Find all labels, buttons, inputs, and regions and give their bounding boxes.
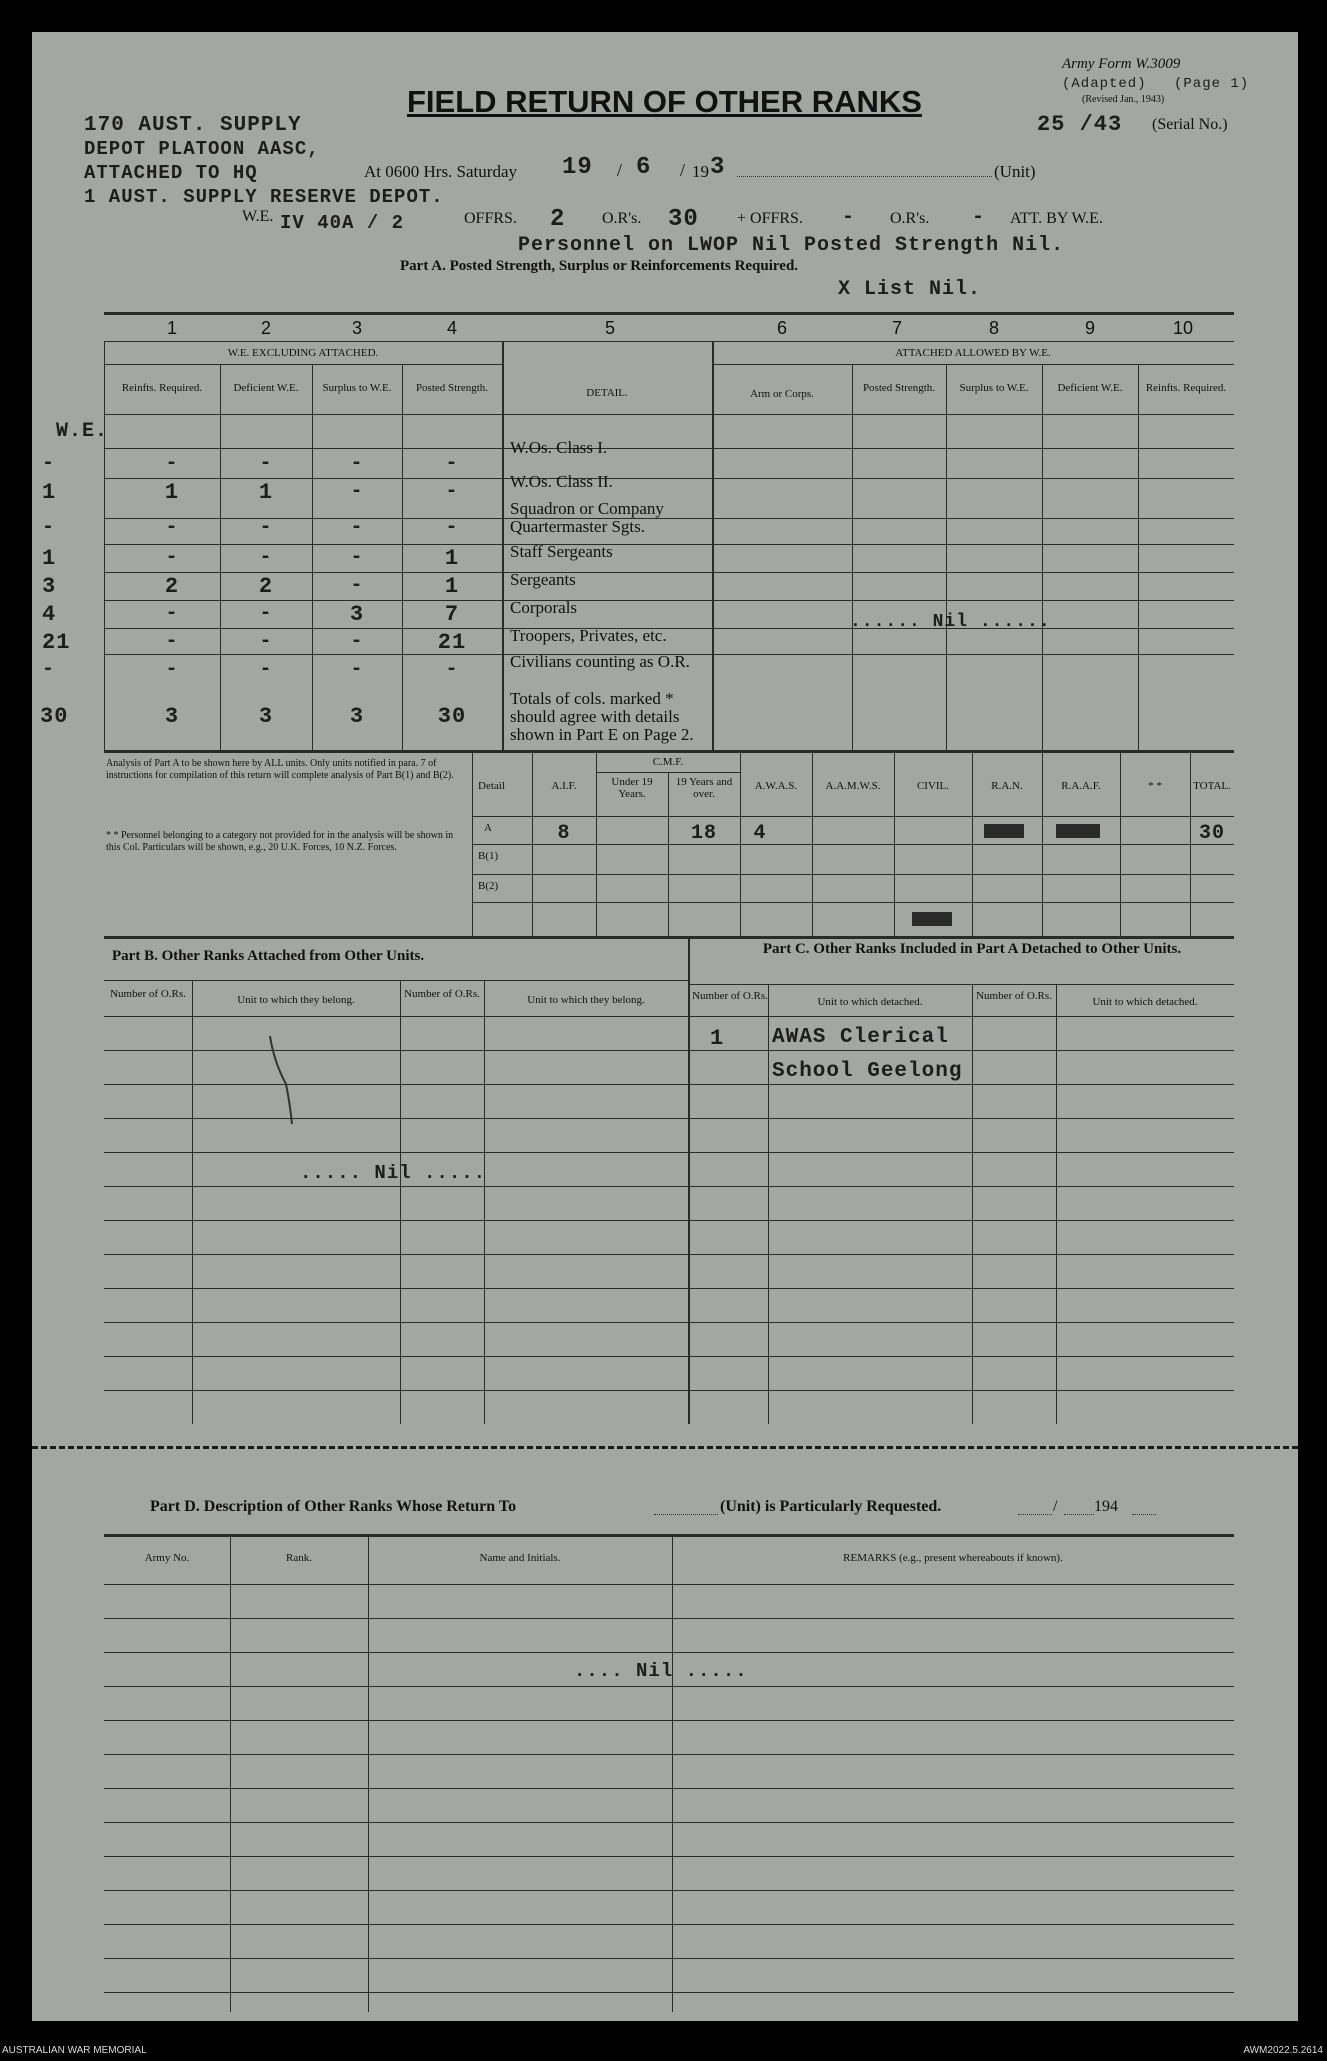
- col3-value: -: [350, 516, 364, 539]
- we-value-row: 3: [42, 574, 57, 599]
- part-d-title: Part D. Description of Other Ranks Whose Return To: [150, 1498, 517, 1515]
- att-by-we-label: ATT. BY W.E.: [1010, 210, 1103, 227]
- analysis-awas: A.W.A.S.: [754, 780, 798, 792]
- form-page: (Page 1): [1174, 76, 1250, 92]
- serial-number: 25 /43: [1037, 112, 1123, 137]
- part-d-year-dots: [1132, 1514, 1156, 1515]
- detail-wo-class-1: W.Os. Class I.: [510, 438, 608, 457]
- we-value-row: 21: [42, 630, 71, 655]
- analysis-ran: R.A.N.: [991, 780, 1023, 792]
- we-value-row: -: [42, 516, 56, 539]
- analysis-row-b1: B(1): [478, 850, 499, 862]
- analysis-note-1: Analysis of Part A to be shown here by ALL units. Only units notified in para. 7 of instructions for compilation of this return will complete analysis of Part B(1) and B(2).: [106, 758, 454, 781]
- unit-label: (Unit): [994, 162, 1036, 181]
- part-d-header-name: Name and Initials.: [479, 1552, 561, 1564]
- left-group-header: W.E. EXCLUDING ATTACHED.: [227, 347, 379, 359]
- analysis-raaf: R.A.A.F.: [1061, 780, 1101, 792]
- total-col2: 3: [258, 704, 274, 729]
- col2-value: -: [259, 658, 273, 681]
- footer-left: AUSTRALIAN WAR MEMORIAL: [2, 2045, 147, 2056]
- analysis-a-over19: 18: [690, 822, 717, 845]
- col-number-10: 10: [1172, 318, 1194, 338]
- analysis-a-total: 30: [1198, 822, 1225, 845]
- col1-value: 2: [164, 574, 180, 599]
- we-value-row: -: [42, 452, 56, 475]
- header-deficient-we: Deficient W.E.: [233, 382, 299, 394]
- form-adapted: (Adapted): [1062, 76, 1147, 92]
- attached-nil: ...... Nil ......: [850, 612, 1051, 632]
- col3-value: -: [350, 546, 364, 569]
- personnel-note: Personnel on LWOP Nil Posted Strength Nil.: [518, 234, 1065, 257]
- col-number-1: 1: [166, 318, 177, 338]
- header-att-reinfts: Reinfts. Required.: [1145, 382, 1227, 394]
- col3-value: -: [350, 452, 364, 475]
- header-reinfts-required: Reinfts. Required.: [121, 382, 203, 394]
- plus-offrs-label: + OFFRS.: [737, 210, 803, 227]
- analysis-under-19: Under 19 Years.: [611, 776, 653, 800]
- col-number-9: 9: [1084, 318, 1095, 338]
- analysis-aif: A.I.F.: [551, 780, 577, 792]
- x-list-note: X List Nil.: [838, 278, 982, 301]
- right-group-header: ATTACHED ALLOWED BY W.E.: [895, 347, 1051, 359]
- col1-value: 1: [164, 480, 180, 505]
- detail-corporals: Corporals: [510, 598, 578, 617]
- unit-dotted-line: [737, 176, 992, 177]
- col1-value: -: [165, 630, 179, 653]
- unit-stamp-line3: ATTACHED TO HQ: [84, 162, 258, 184]
- analysis-aamws: A.A.M.W.S.: [825, 780, 881, 792]
- header-posted-strength: Posted Strength.: [415, 382, 489, 394]
- detail-wo-class-2: W.Os. Class II.: [510, 472, 613, 491]
- part-d-header-army-no: Army No.: [144, 1552, 190, 1564]
- analysis-total: TOTAL.: [1193, 780, 1231, 792]
- col1-value: -: [165, 602, 179, 625]
- part-b-header-unit-1: Unit to which they belong.: [237, 994, 355, 1006]
- analysis-row-b2: B(2): [478, 880, 499, 892]
- col3-value: -: [350, 658, 364, 681]
- header-att-surplus: Surplus to W.E.: [959, 382, 1029, 394]
- col4-value: 1: [444, 546, 460, 571]
- part-d-header-rank: Rank.: [286, 1552, 312, 1564]
- part-b-title: Part B. Other Ranks Attached from Other Units.: [112, 948, 425, 964]
- col2-value: -: [259, 602, 273, 625]
- date-month: 6: [636, 154, 652, 181]
- offrs-value: 2: [550, 206, 566, 233]
- detail-cqms: Squadron or Company Quartermaster Sgts.: [510, 499, 664, 536]
- total-col1: 3: [164, 704, 180, 729]
- col4-value: -: [445, 516, 459, 539]
- col1-value: -: [165, 452, 179, 475]
- unit-stamp-line1: 170 AUST. SUPPLY: [84, 114, 302, 137]
- header-att-posted-strength: Posted Strength.: [862, 382, 936, 394]
- col4-value: -: [445, 480, 459, 503]
- offrs-label: OFFRS.: [464, 210, 517, 227]
- we-value: IV 40A / 2: [280, 212, 405, 234]
- part-d-year: 194: [1094, 1498, 1118, 1515]
- we-margin-label: W.E.: [56, 420, 109, 443]
- part-c-entry-unit-line1: AWAS Clerical: [772, 1026, 949, 1049]
- analysis-row-a: A: [484, 822, 492, 834]
- analysis-cmf: C.M.F.: [652, 756, 684, 768]
- col2-value: -: [259, 516, 273, 539]
- col4-value: -: [445, 452, 459, 475]
- form-id: Army Form W.3009: [1062, 56, 1181, 72]
- total-col4: 30: [437, 704, 467, 729]
- footer-right: AWM2022.5.2614: [1243, 2045, 1323, 2056]
- col2-value: 1: [258, 480, 274, 505]
- ors-label: O.R's.: [602, 210, 642, 227]
- we-value-row: 1: [42, 546, 57, 571]
- redaction-mark: [984, 824, 1024, 838]
- unit-stamp-line2: DEPOT PLATOON AASC,: [84, 138, 320, 160]
- date-year-printed: 19: [692, 162, 709, 181]
- part-d-unit-dots: [654, 1514, 718, 1515]
- ors-value: 30: [668, 206, 699, 233]
- col2-value: -: [259, 630, 273, 653]
- header-surplus-to-we: Surplus to W.E.: [322, 382, 392, 394]
- part-b-header-unit-2: Unit to which they belong.: [527, 994, 645, 1006]
- col4-value: 7: [444, 602, 460, 627]
- total-col3: 3: [349, 704, 365, 729]
- col-number-7: 7: [891, 318, 902, 338]
- col-number-8: 8: [988, 318, 999, 338]
- col4-value: 1: [444, 574, 460, 599]
- part-d-date-sep: /: [1053, 1498, 1058, 1515]
- pencil-stroke: [264, 1032, 324, 1152]
- at-hours-label: At 0600 Hrs. Saturday: [364, 162, 517, 181]
- redaction-mark: [912, 912, 952, 926]
- redaction-mark: [1056, 824, 1100, 838]
- header-arm-or-corps: Arm or Corps.: [750, 388, 814, 400]
- col2-value: -: [259, 452, 273, 475]
- part-a-label: Part A. Posted Strength, Surplus or Reinforcements Required.: [400, 258, 799, 274]
- col-number-6: 6: [776, 318, 787, 338]
- detail-civilians: Civilians counting as O.R.: [510, 652, 690, 671]
- part-b-header-num-1: Number of O.Rs.: [110, 988, 186, 1000]
- part-d-title-unit: (Unit) is Particularly Requested.: [720, 1498, 942, 1515]
- detail-totals-note: Totals of cols. marked * should agree with details shown in Part E on Page 2.: [510, 689, 694, 744]
- serial-label: (Serial No.): [1152, 116, 1228, 133]
- part-c-header-unit-1: Unit to which detached.: [817, 996, 923, 1008]
- archive-footer: [0, 2040, 1327, 2061]
- date-day: 19: [562, 154, 593, 181]
- analysis-detail-label: Detail: [478, 780, 505, 792]
- analysis-other: * *: [1148, 780, 1162, 792]
- col3-value: -: [350, 480, 364, 503]
- cut-line: [32, 1446, 1298, 1449]
- we-value-row: 1: [42, 480, 57, 505]
- col1-value: -: [165, 516, 179, 539]
- part-c-header-num-1: Number of O.Rs.: [692, 990, 768, 1002]
- analysis-a-aif: 8: [557, 822, 571, 845]
- analysis-note-2: * * Personnel belonging to a category not provided for in the analysis will be shown in this Col. Particulars will be shown, e.g., 20 U.K. Forces, 10 N.Z. Forces.: [106, 830, 454, 853]
- offrs2-value: -: [842, 206, 856, 229]
- part-d-nil: .... Nil .....: [574, 1660, 748, 1682]
- part-c-entry-number: 1: [710, 1026, 725, 1051]
- col1-value: -: [165, 658, 179, 681]
- part-c-entry-unit-line2: School Geelong: [772, 1060, 963, 1083]
- header-detail: DETAIL.: [586, 387, 628, 399]
- col-number-5: 5: [604, 318, 615, 338]
- total-we: 30: [40, 704, 69, 729]
- unit-stamp-line4: 1 AUST. SUPPLY RESERVE DEPOT.: [84, 186, 444, 208]
- part-c-header-num-2: Number of O.Rs.: [976, 990, 1052, 1002]
- col4-value: -: [445, 658, 459, 681]
- detail-sergeants: Sergeants: [510, 570, 576, 589]
- we-label: W.E.: [242, 208, 274, 225]
- part-b-nil: ..... Nil .....: [300, 1162, 487, 1184]
- or-label: O.R's.: [890, 210, 930, 227]
- we-value-row: -: [42, 658, 56, 681]
- col4-value: 21: [437, 630, 467, 655]
- date-year-typed: 3: [710, 154, 726, 181]
- col1-value: -: [165, 546, 179, 569]
- date-sep-2: /: [680, 160, 686, 180]
- part-d-date-dots: [1018, 1514, 1052, 1515]
- analysis-19-and-over: 19 Years and over.: [675, 776, 733, 800]
- header-att-deficient: Deficient W.E.: [1057, 382, 1123, 394]
- part-c-title: Part C. Other Ranks Included in Part A Detached to Other Units.: [762, 941, 1182, 957]
- part-b-header-num-2: Number of O.Rs.: [404, 988, 480, 1000]
- col3-value: -: [350, 630, 364, 653]
- analysis-a-awas: 4: [753, 822, 767, 845]
- we-value-row: 4: [42, 602, 57, 627]
- col2-value: 2: [258, 574, 274, 599]
- col-number-4: 4: [446, 318, 457, 338]
- date-sep-1: /: [617, 160, 623, 180]
- form-title: FIELD RETURN OF OTHER RANKS: [407, 84, 922, 119]
- analysis-civil: CIVIL.: [916, 780, 950, 792]
- detail-troopers: Troopers, Privates, etc.: [510, 626, 667, 645]
- detail-staff-sergeants: Staff Sergeants: [510, 542, 613, 561]
- col-number-2: 2: [260, 318, 271, 338]
- part-d-date-dots: [1064, 1514, 1094, 1515]
- or2-value: -: [972, 206, 986, 229]
- part-c-header-unit-2: Unit to which detached.: [1092, 996, 1198, 1008]
- col2-value: -: [259, 546, 273, 569]
- col-number-3: 3: [351, 318, 362, 338]
- part-d-header-remarks: REMARKS (e.g., present whereabouts if known).: [843, 1552, 1063, 1564]
- form-revised: (Revised Jan., 1943): [1082, 94, 1165, 105]
- form-sheet: [32, 32, 1298, 2021]
- col3-value: 3: [349, 602, 365, 627]
- col3-value: -: [350, 574, 364, 597]
